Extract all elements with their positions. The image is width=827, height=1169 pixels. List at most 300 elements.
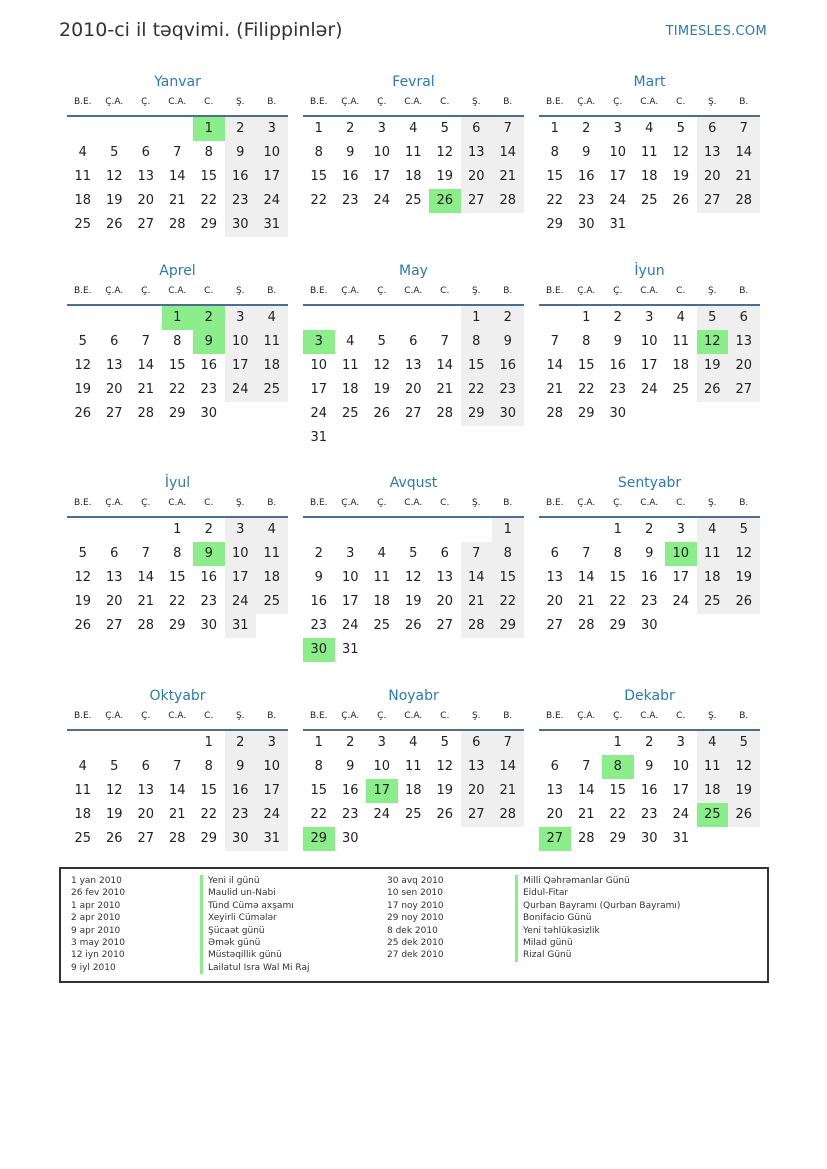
weekday-label: C. bbox=[440, 286, 450, 296]
day-cell: 10 bbox=[341, 570, 359, 585]
day-cell: 21 bbox=[546, 382, 564, 397]
weekday-label: C.A. bbox=[640, 711, 659, 721]
empty-cell bbox=[335, 518, 367, 542]
day-cell: 15 bbox=[609, 570, 627, 585]
day-cell: 3 bbox=[377, 735, 386, 750]
day-cell: 9 bbox=[346, 759, 355, 774]
empty-cell bbox=[539, 306, 571, 330]
month-sentyabr bbox=[539, 473, 760, 638]
day-cell: 25 bbox=[672, 382, 690, 397]
day-cell: 20 bbox=[105, 594, 123, 609]
day-cell: 11 bbox=[640, 145, 658, 160]
day-cell: 7 bbox=[492, 117, 524, 141]
day-cell: 12 bbox=[105, 783, 123, 798]
legend-holiday-name: Şücaət günü bbox=[200, 925, 309, 937]
day-cell: 3 bbox=[676, 735, 685, 750]
day-cell: 10 bbox=[373, 759, 391, 774]
day-cell: 5 bbox=[676, 121, 685, 136]
day-cell: 1 bbox=[550, 121, 559, 136]
day-cell: 16 bbox=[640, 570, 658, 585]
weekday-label: Ç.A. bbox=[105, 97, 124, 107]
day-cell: 13 bbox=[404, 358, 422, 373]
day-cell: 12 bbox=[728, 755, 760, 779]
day-cell: 13 bbox=[105, 570, 123, 585]
month-aprel bbox=[67, 261, 288, 426]
day-cell: 21 bbox=[168, 807, 186, 822]
weekday-label: Ş. bbox=[707, 498, 717, 508]
legend-date: 9 iyl 2010 bbox=[71, 962, 116, 973]
day-cell: 20 bbox=[697, 165, 729, 189]
day-cell: 28 bbox=[577, 831, 595, 846]
day-cell: 26 bbox=[436, 807, 454, 822]
day-cell: 24 bbox=[672, 807, 690, 822]
day-cell: 7 bbox=[173, 759, 182, 774]
empty-cell bbox=[571, 731, 603, 755]
day-cell: 1 bbox=[461, 306, 493, 330]
day-cell: 4 bbox=[645, 121, 654, 136]
weekday-label: Ç.A. bbox=[105, 286, 124, 296]
day-cell: 16 bbox=[200, 570, 218, 585]
holiday-day: 2 bbox=[193, 306, 225, 330]
weekday-label: Ş. bbox=[235, 498, 245, 508]
holiday-day: 26 bbox=[429, 189, 461, 213]
day-cell: 15 bbox=[577, 358, 595, 373]
weekday-header bbox=[67, 95, 288, 117]
weekday-label: Ş. bbox=[471, 286, 481, 296]
legend-holiday-name: Tünd Cümə axşamı bbox=[200, 900, 309, 912]
day-cell: 16 bbox=[577, 169, 595, 184]
month-i̇yun bbox=[539, 261, 760, 426]
day-cell: 15 bbox=[168, 570, 186, 585]
day-cell: 2 bbox=[645, 735, 654, 750]
day-cell: 5 bbox=[440, 121, 449, 136]
legend-date: 17 noy 2010 bbox=[387, 900, 444, 911]
day-cell: 11 bbox=[341, 358, 359, 373]
weekday-label: B.E. bbox=[73, 711, 92, 721]
weekday-label: Ç. bbox=[141, 97, 151, 107]
day-cell: 27 bbox=[546, 618, 564, 633]
day-cell: 12 bbox=[105, 169, 123, 184]
weekday-label: C.A. bbox=[640, 498, 659, 508]
day-cell: 4 bbox=[78, 759, 87, 774]
weekday-header bbox=[67, 284, 288, 306]
weekday-label: Ç. bbox=[141, 498, 151, 508]
day-cell: 13 bbox=[137, 169, 155, 184]
day-cell: 3 bbox=[613, 121, 622, 136]
day-cell: 24 bbox=[672, 594, 690, 609]
day-cell: 7 bbox=[440, 334, 449, 349]
empty-cell bbox=[130, 518, 162, 542]
month-title: Mart bbox=[633, 74, 666, 90]
weekday-header bbox=[303, 709, 524, 731]
weekday-header bbox=[303, 284, 524, 306]
day-cell: 9 bbox=[613, 334, 622, 349]
day-cell: 19 bbox=[404, 594, 422, 609]
month-title: Dekabr bbox=[624, 688, 675, 704]
day-cell: 8 bbox=[314, 145, 323, 160]
day-cell: 31 bbox=[341, 642, 359, 657]
day-cell: 16 bbox=[200, 358, 218, 373]
day-cell: 9 bbox=[225, 141, 257, 165]
day-cell: 15 bbox=[546, 169, 564, 184]
day-cell: 27 bbox=[105, 618, 123, 633]
day-cell: 28 bbox=[728, 189, 760, 213]
month-title: May bbox=[399, 263, 428, 279]
day-cell: 25 bbox=[256, 378, 288, 402]
day-cell: 24 bbox=[373, 807, 391, 822]
day-cell: 24 bbox=[225, 378, 257, 402]
day-cell: 2 bbox=[204, 522, 213, 537]
day-cell: 28 bbox=[492, 189, 524, 213]
day-cell: 4 bbox=[256, 518, 288, 542]
holiday-day: 9 bbox=[193, 542, 225, 566]
day-cell: 7 bbox=[141, 334, 150, 349]
weekday-label: B. bbox=[267, 498, 277, 508]
day-cell: 8 bbox=[314, 759, 323, 774]
day-cell: 12 bbox=[728, 542, 760, 566]
month-title: Fevral bbox=[392, 74, 435, 90]
day-cell: 27 bbox=[137, 831, 155, 846]
day-cell: 25 bbox=[404, 807, 422, 822]
empty-cell bbox=[162, 117, 194, 141]
day-cell: 2 bbox=[645, 522, 654, 537]
brand-link[interactable]: TIMESLES.COM bbox=[665, 24, 767, 39]
month-mart bbox=[539, 72, 760, 237]
day-grid bbox=[303, 306, 524, 450]
empty-cell bbox=[99, 117, 131, 141]
day-cell: 9 bbox=[645, 546, 654, 561]
weekday-label: C. bbox=[204, 498, 214, 508]
day-cell: 23 bbox=[200, 382, 218, 397]
day-cell: 11 bbox=[697, 542, 729, 566]
day-cell: 18 bbox=[256, 354, 288, 378]
day-cell: 30 bbox=[200, 406, 218, 421]
weekday-label: B.E. bbox=[545, 498, 564, 508]
day-cell: 25 bbox=[74, 831, 92, 846]
weekday-label: Ç. bbox=[377, 498, 387, 508]
weekday-label: C. bbox=[676, 97, 686, 107]
day-cell: 20 bbox=[546, 807, 564, 822]
day-cell: 16 bbox=[341, 783, 359, 798]
month-title: İyun bbox=[634, 263, 665, 279]
weekday-label: C.A. bbox=[168, 498, 187, 508]
day-cell: 28 bbox=[577, 618, 595, 633]
weekday-label: B. bbox=[503, 286, 513, 296]
day-cell: 10 bbox=[609, 145, 627, 160]
day-cell: 8 bbox=[173, 546, 182, 561]
weekday-header bbox=[303, 95, 524, 117]
weekday-label: Ç. bbox=[377, 286, 387, 296]
day-cell: 13 bbox=[137, 783, 155, 798]
day-cell: 12 bbox=[74, 570, 92, 585]
day-cell: 18 bbox=[404, 783, 422, 798]
day-cell: 14 bbox=[168, 169, 186, 184]
day-cell: 3 bbox=[346, 546, 355, 561]
day-cell: 18 bbox=[697, 566, 729, 590]
day-cell: 5 bbox=[728, 731, 760, 755]
month-title: Oktyabr bbox=[149, 688, 206, 704]
month-fevral bbox=[303, 72, 524, 213]
page-title: 2010-ci il təqvimi. (Filippinlər) bbox=[59, 19, 343, 41]
day-cell: 12 bbox=[436, 145, 454, 160]
day-cell: 1 bbox=[582, 310, 591, 325]
weekday-label: C.A. bbox=[168, 286, 187, 296]
day-cell: 7 bbox=[141, 546, 150, 561]
weekday-label: Ş. bbox=[235, 97, 245, 107]
empty-cell bbox=[130, 731, 162, 755]
weekday-label: C. bbox=[204, 97, 214, 107]
day-cell: 1 bbox=[204, 735, 213, 750]
day-cell: 13 bbox=[546, 570, 564, 585]
day-cell: 6 bbox=[697, 117, 729, 141]
day-cell: 23 bbox=[341, 807, 359, 822]
day-cell: 24 bbox=[609, 193, 627, 208]
day-cell: 19 bbox=[373, 382, 391, 397]
weekday-label: Ç. bbox=[613, 498, 623, 508]
day-cell: 17 bbox=[310, 382, 328, 397]
day-cell: 6 bbox=[461, 731, 493, 755]
day-cell: 8 bbox=[582, 334, 591, 349]
day-cell: 3 bbox=[225, 518, 257, 542]
legend-dates-right bbox=[387, 875, 444, 962]
empty-cell bbox=[429, 518, 461, 542]
legend-holiday-name: Yeni il günü bbox=[200, 875, 309, 887]
day-cell: 23 bbox=[225, 803, 257, 827]
weekday-label: Ş. bbox=[235, 286, 245, 296]
day-cell: 18 bbox=[74, 193, 92, 208]
day-cell: 18 bbox=[256, 566, 288, 590]
weekday-label: B.E. bbox=[73, 286, 92, 296]
day-cell: 26 bbox=[672, 193, 690, 208]
day-grid bbox=[539, 731, 760, 851]
day-cell: 10 bbox=[256, 755, 288, 779]
legend-date: 2 apr 2010 bbox=[71, 913, 121, 924]
day-cell: 5 bbox=[78, 546, 87, 561]
day-cell: 14 bbox=[728, 141, 760, 165]
weekday-label: B. bbox=[503, 97, 513, 107]
legend-holiday-name: Eidul-Fitar bbox=[515, 887, 680, 899]
day-cell: 8 bbox=[173, 334, 182, 349]
day-cell: 27 bbox=[436, 618, 454, 633]
weekday-header bbox=[303, 496, 524, 518]
day-cell: 21 bbox=[168, 193, 186, 208]
day-cell: 1 bbox=[173, 522, 182, 537]
day-cell: 31 bbox=[609, 217, 627, 232]
weekday-label: C.A. bbox=[640, 286, 659, 296]
day-cell: 6 bbox=[110, 546, 119, 561]
day-cell: 17 bbox=[609, 169, 627, 184]
weekday-label: B. bbox=[739, 286, 749, 296]
day-cell: 21 bbox=[728, 165, 760, 189]
day-cell: 9 bbox=[582, 145, 591, 160]
legend-date: 25 dek 2010 bbox=[387, 937, 444, 948]
day-cell: 22 bbox=[168, 594, 186, 609]
day-grid bbox=[67, 731, 288, 851]
day-cell: 17 bbox=[256, 779, 288, 803]
weekday-label: C. bbox=[676, 286, 686, 296]
weekday-label: Ç. bbox=[613, 711, 623, 721]
day-cell: 17 bbox=[256, 165, 288, 189]
day-cell: 4 bbox=[676, 310, 685, 325]
day-cell: 6 bbox=[409, 334, 418, 349]
day-cell: 23 bbox=[640, 807, 658, 822]
day-cell: 20 bbox=[105, 382, 123, 397]
day-cell: 12 bbox=[74, 358, 92, 373]
empty-cell bbox=[99, 306, 131, 330]
day-cell: 18 bbox=[672, 358, 690, 373]
day-cell: 5 bbox=[377, 334, 386, 349]
day-grid bbox=[67, 117, 288, 237]
day-cell: 12 bbox=[404, 570, 422, 585]
empty-cell bbox=[366, 306, 398, 330]
day-cell: 7 bbox=[582, 546, 591, 561]
day-cell: 19 bbox=[436, 169, 454, 184]
day-cell: 31 bbox=[256, 213, 288, 237]
day-cell: 27 bbox=[461, 803, 493, 827]
legend-holiday-name: Qurban Bayramı (Qurban Bayramı) bbox=[515, 900, 680, 912]
day-cell: 29 bbox=[577, 406, 595, 421]
day-cell: 29 bbox=[492, 614, 524, 638]
weekday-label: B. bbox=[739, 711, 749, 721]
day-cell: 10 bbox=[225, 542, 257, 566]
day-cell: 17 bbox=[373, 169, 391, 184]
day-cell: 15 bbox=[609, 783, 627, 798]
weekday-header bbox=[67, 496, 288, 518]
weekday-label: Ç.A. bbox=[577, 97, 596, 107]
day-cell: 14 bbox=[492, 141, 524, 165]
day-cell: 6 bbox=[141, 759, 150, 774]
day-cell: 22 bbox=[546, 193, 564, 208]
legend-holiday-name: Milli Qəhrəmanlar Günü bbox=[515, 875, 680, 887]
day-cell: 24 bbox=[225, 590, 257, 614]
day-cell: 9 bbox=[225, 755, 257, 779]
day-cell: 3 bbox=[676, 522, 685, 537]
day-cell: 24 bbox=[640, 382, 658, 397]
legend-date: 10 sen 2010 bbox=[387, 888, 444, 899]
day-cell: 15 bbox=[200, 169, 218, 184]
day-cell: 27 bbox=[728, 378, 760, 402]
legend-dates-left bbox=[71, 875, 125, 974]
day-cell: 2 bbox=[582, 121, 591, 136]
day-cell: 14 bbox=[137, 358, 155, 373]
day-cell: 11 bbox=[404, 759, 422, 774]
weekday-label: B.E. bbox=[545, 711, 564, 721]
weekday-label: Ç.A. bbox=[577, 498, 596, 508]
empty-cell bbox=[99, 518, 131, 542]
day-cell: 13 bbox=[697, 141, 729, 165]
day-cell: 11 bbox=[672, 334, 690, 349]
day-cell: 8 bbox=[204, 759, 213, 774]
weekday-label: C. bbox=[204, 711, 214, 721]
empty-cell bbox=[67, 306, 99, 330]
legend-holiday-name: Maulid un-Nabi bbox=[200, 887, 309, 899]
day-cell: 30 bbox=[609, 406, 627, 421]
day-cell: 22 bbox=[461, 378, 493, 402]
holiday-day: 3 bbox=[303, 330, 335, 354]
day-cell: 22 bbox=[609, 594, 627, 609]
day-cell: 19 bbox=[74, 382, 92, 397]
day-cell: 7 bbox=[173, 145, 182, 160]
weekday-header bbox=[539, 709, 760, 731]
day-cell: 1 bbox=[613, 522, 622, 537]
day-cell: 19 bbox=[728, 566, 760, 590]
day-cell: 15 bbox=[310, 783, 328, 798]
legend-date: 1 apr 2010 bbox=[71, 900, 121, 911]
holiday-day: 1 bbox=[193, 117, 225, 141]
day-cell: 16 bbox=[310, 594, 328, 609]
day-cell: 10 bbox=[672, 759, 690, 774]
weekday-label: B. bbox=[739, 498, 749, 508]
weekday-label: Ç.A. bbox=[341, 711, 360, 721]
day-cell: 11 bbox=[74, 783, 92, 798]
day-cell: 18 bbox=[373, 594, 391, 609]
month-title: Aprel bbox=[159, 263, 196, 279]
day-cell: 9 bbox=[314, 570, 323, 585]
weekday-label: C.A. bbox=[404, 498, 423, 508]
weekday-label: C. bbox=[440, 711, 450, 721]
empty-cell bbox=[99, 731, 131, 755]
day-cell: 2 bbox=[346, 121, 355, 136]
empty-cell bbox=[335, 306, 367, 330]
month-avqust bbox=[303, 473, 524, 662]
weekday-label: B.E. bbox=[545, 286, 564, 296]
holiday-day: 27 bbox=[539, 827, 571, 851]
day-cell: 21 bbox=[577, 807, 595, 822]
holiday-day: 1 bbox=[162, 306, 194, 330]
day-cell: 6 bbox=[550, 759, 559, 774]
day-cell: 24 bbox=[256, 189, 288, 213]
day-cell: 2 bbox=[613, 310, 622, 325]
legend-holiday-name: Milad günü bbox=[515, 937, 680, 949]
day-cell: 4 bbox=[409, 121, 418, 136]
empty-cell bbox=[67, 731, 99, 755]
day-cell: 16 bbox=[225, 165, 257, 189]
empty-cell bbox=[366, 518, 398, 542]
weekday-label: C. bbox=[676, 711, 686, 721]
day-cell: 28 bbox=[168, 831, 186, 846]
day-cell: 3 bbox=[256, 731, 288, 755]
day-cell: 3 bbox=[645, 310, 654, 325]
day-cell: 15 bbox=[310, 169, 328, 184]
empty-cell bbox=[539, 731, 571, 755]
day-cell: 20 bbox=[728, 354, 760, 378]
day-cell: 20 bbox=[404, 382, 422, 397]
day-cell: 29 bbox=[609, 831, 627, 846]
day-cell: 16 bbox=[341, 169, 359, 184]
day-cell: 28 bbox=[137, 406, 155, 421]
day-cell: 9 bbox=[645, 759, 654, 774]
weekday-label: C. bbox=[440, 97, 450, 107]
day-cell: 26 bbox=[74, 406, 92, 421]
day-cell: 28 bbox=[168, 217, 186, 232]
weekday-label: Ç. bbox=[613, 286, 623, 296]
day-cell: 2 bbox=[225, 731, 257, 755]
day-cell: 6 bbox=[141, 145, 150, 160]
day-cell: 15 bbox=[168, 358, 186, 373]
holiday-day: 30 bbox=[303, 638, 335, 662]
day-cell: 6 bbox=[728, 306, 760, 330]
day-cell: 6 bbox=[461, 117, 493, 141]
weekday-label: C. bbox=[676, 498, 686, 508]
day-grid bbox=[303, 731, 524, 851]
weekday-label: Ç.A. bbox=[341, 498, 360, 508]
weekday-label: B. bbox=[503, 498, 513, 508]
weekday-header bbox=[539, 95, 760, 117]
day-cell: 27 bbox=[137, 217, 155, 232]
day-cell: 19 bbox=[697, 354, 729, 378]
day-cell: 24 bbox=[256, 803, 288, 827]
empty-cell bbox=[461, 518, 493, 542]
